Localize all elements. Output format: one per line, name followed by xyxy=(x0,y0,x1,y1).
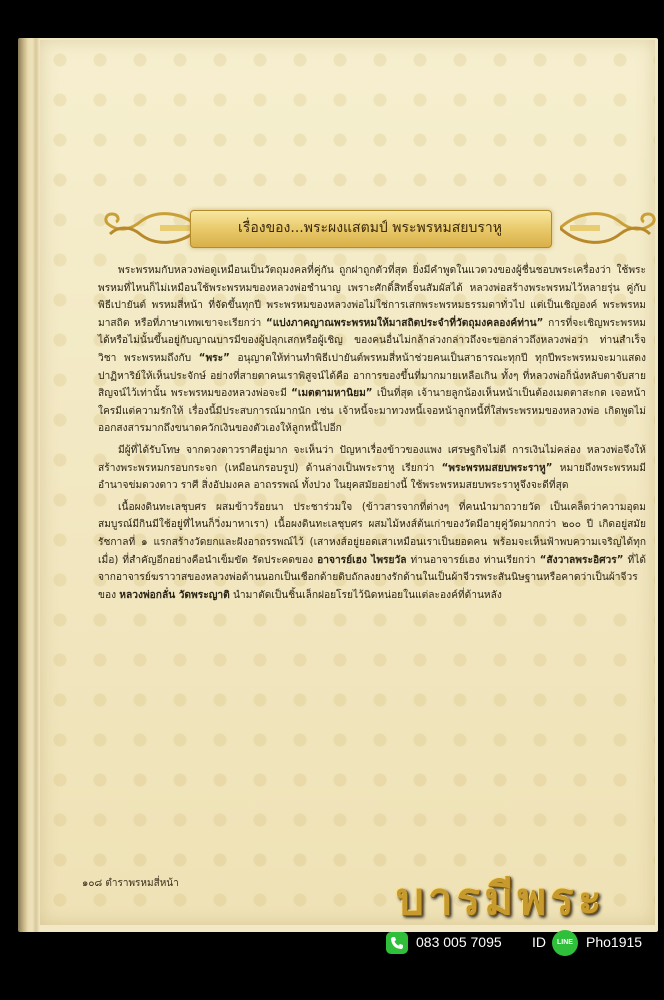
article-body xyxy=(98,262,646,608)
page-footer: ๑๐๘ ตำราพรหมสี่หน้า xyxy=(82,878,179,889)
paragraph xyxy=(98,442,646,495)
line-id: Pho1915 xyxy=(586,934,643,950)
phone-number: 083 005 7095 xyxy=(416,934,502,950)
text-segment: มีผู้ที่ได้รับโทษ จากดวงดาวราศีอยู่มาก จะเห็นว่า ปัญหาเรื่องข้าวของแพง เศรษฐกิจไม่ดี การเงินไม่คล่อง หลวงพ่อจึงให้สร้างพระพรหมกรอบกระจก (เหมือนกรอบรูป) ด้านล่างเป็นพระราหู เรียกว่า xyxy=(98,444,646,474)
gold-scroll-ornament-icon xyxy=(100,206,200,250)
text-segment: นำมาตัดเป็นชิ้นเล็กฝอยโรยไว้นิดหน่อยในแต่ละองค์ที่ด้านหลัง xyxy=(229,589,502,601)
contact-bar xyxy=(386,930,656,958)
line-app-icon: LINE xyxy=(552,930,578,956)
brand-logo: บารมีพระ xyxy=(396,874,606,925)
paragraph xyxy=(98,499,646,605)
text-segment: เป็นที่สุด เจ้านายลูกน้องเห็นหน้าเป็นต้องเมตตาสะกด เจอหน้าใครมีแต่ความรักให้ เรื่องนี้มีประสบการณ์มากนัก เช่น เจ้าหนี้จะมาทวงหนี้เจอหน้าลูกหนี้ที่ใส่พระพรหมของหลวงพ่อ เกิดพูดไม่ออกสงสารมากถึงขนาดควักเงินของตัวเองให้ลูกหนี้ไปอีก xyxy=(98,388,647,435)
bold-text: “สังวาลพระอิศวร” xyxy=(539,554,624,566)
title-banner xyxy=(100,204,660,252)
text-segment: อนุญาตให้ท่านทำพิธีเปายันต์พรหมสี่หน้าช่วยคนเป็นสาธารณะทุกปี ทุกปีพระพรหมจะมาแสดงปาฏิหาริย์ให้เห็นประจักษ์ อย่างที่สายตาคนเราพิสูจน์ได้คือ อาการของขึ้นที่มากมายเหลือเกิน ทั้งๆ ที่หลวงพ่อก็นั่งหลับตาจับสายสิญจน์ไว้เท่านั้น พระพรหมของหลวงพ่อจะมี xyxy=(98,352,646,400)
paragraph xyxy=(98,262,646,438)
bold-text: “แบ่งภาคญาณพระพรหมให้มาสถิตประจำที่วัตถุมงคลองค์ท่าน” xyxy=(266,317,544,329)
bold-text: “พระพรหมสยบพระราหู” xyxy=(441,462,553,474)
id-label: ID xyxy=(532,934,546,950)
bold-text: หลวงพ่อกลั่น วัดพระญาติ xyxy=(119,589,230,601)
gold-scroll-ornament-icon xyxy=(560,206,660,250)
text-segment: ที่ได้จากอาจารย์ฆราวาสของหลวงพ่อด้านนอกเป็นเชือกด้ายดิบถักลงยางรักด้านในเป็นผ้าจีวรพระสันนิษฐานหรือคาดว่าเป็นผ้าจีวรของ xyxy=(98,554,646,601)
text-segment: พระพรหมกับหลวงพ่อดูเหมือนเป็นวัตถุมงคลที่คู่กัน ถูกฝาถูกตัวที่สุด ยิ่งมีคำพูดในแวดวงของผู้ชื่นชอบพระเครื่องว่า ใช้พระพรหมที่ไหนก็ไม่เหมือนใช้พระพรหมของหลวงพ่อชำนาญ เพราะศักดิ์สิทธิ์จนสัมผัสได้ หลวงพ่อสร้างพระพรหมไว้หลายรุ่น คู่กับพิธีเปายันต์ พรหมสี่หน้า ที่จัดขึ้นทุกปี พระพรหมของหลวงพ่อไม่ใช่การเสกพระพรหมธรรมดาทั่วไป แต่เป็นเชิญองค์ พระพรหมมาสถิต หรือที่ภาษาเทพเขาจะเรียกว่า xyxy=(98,265,646,329)
bold-text: “เมตตามหานิยม” xyxy=(291,388,373,400)
text-segment: หมายถึงพระพรหมมีอำนาจข่มดวงดาว ราศี สิ่งอัปมงคล อาถรรพณ์ ทั้งปวง ในยุคสมัยอย่างนี้ ใช้พระพรหมสยบพระราหูจึงจะดีที่สุด xyxy=(98,462,646,492)
text-segment: เนื้อผงดินทะเลชุบศร ผสมข้าวร้อยนา ประชาร่วมใจ (ข้าวสารจากที่ต่างๆ ที่คนนำมาถวายวัด เป็นเคล็ดว่าความอุดมสมบูรณ์มีกินมีใช้อยู่ที่ไหนก็วิ่งมาหาเรา) เนื้อผงดินทะเลชุบศร ผสมไม้หงส์ต้นเก่าของวัดมีอายุคู่วัดมากกว่า ๒๐๐ ปี เกิดอยู่สมัยรัชกาลที่ ๑ แรกสร้างวัดยกและฝังอาถรรพณ์ไว้ (เสาหงส์อยู่ยอดเสาเหมือนเราเป็นยอดคน พร้อมจะเห็นฟ้าพบความเจริญได้ทุกเมื่อ) ที่สำคัญอีกอย่างคือนำเข็มขัด รัดประคดของ xyxy=(98,501,646,566)
text-segment: ท่านอาจารย์เฮง ท่านเรียกว่า xyxy=(406,554,540,566)
article-title: เรื่องของ...พระผงแสตมป์ พระพรหมสยบราหู xyxy=(238,220,502,236)
bold-text: อาจารย์เฮง ไพรยวัล xyxy=(317,554,407,566)
phone-icon xyxy=(386,932,408,954)
text-segment: การที่จะเชิญพระพรหมได้หรือไม่นั้นขึ้นอยู่กับญาณบารมีของผู้ปลุกเสกหรือผู้เชิญ ของคนอื่นไม่กล้าล่วงกล่าวถึงจะขอกล่าวถึงหลวงพ่อว่า ท่านสำเร็จวิชา พระพรหมถึงกับ xyxy=(98,317,646,364)
bold-text: “พระ” xyxy=(198,352,230,364)
